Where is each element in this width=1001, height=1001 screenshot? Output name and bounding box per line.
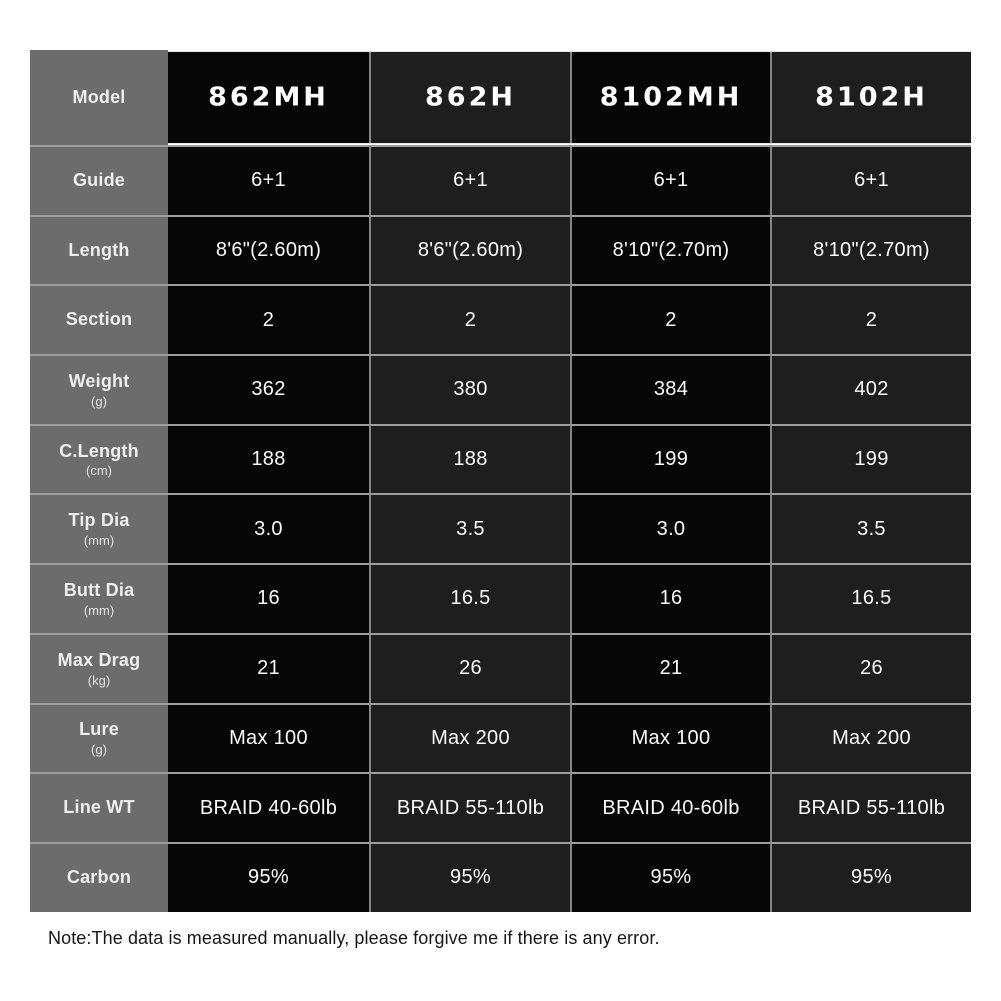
value-cell: Max 100 <box>570 703 770 773</box>
row-label: Lure <box>79 719 119 740</box>
value-cell: 95% <box>570 842 770 912</box>
row-unit-label: (mm) <box>83 602 115 618</box>
row-label: Length <box>68 239 130 260</box>
model-header-cell: 8102H <box>770 52 971 143</box>
value-cell: BRAID 40-60lb <box>570 772 770 842</box>
value-cell: 3.5 <box>770 493 971 563</box>
value-cell: 199 <box>570 424 770 494</box>
value-cell: 380 <box>369 354 570 424</box>
value-cell: 16.5 <box>369 563 570 633</box>
value-cell: 8'6"(2.60m) <box>168 215 369 285</box>
value-cell: 16 <box>168 563 369 633</box>
value-cell: 6+1 <box>168 145 369 215</box>
value-cell: 3.0 <box>570 493 770 563</box>
value-cell: 8'10"(2.70m) <box>570 215 770 285</box>
row-label-cell <box>30 493 168 563</box>
value-cell: 3.5 <box>369 493 570 563</box>
row-unit-label: (cm) <box>86 463 112 479</box>
value-cell: 26 <box>770 633 971 703</box>
value-cell: 384 <box>570 354 770 424</box>
value-cell: 16.5 <box>770 563 971 633</box>
row-label: Section <box>65 309 133 330</box>
row-label: Line WT <box>63 797 135 818</box>
value-cell: 8'6"(2.60m) <box>369 215 570 285</box>
value-cell: 6+1 <box>369 145 570 215</box>
value-cell: BRAID 55-110lb <box>770 772 971 842</box>
row-label: Weight <box>68 371 130 391</box>
row-unit-label: (kg) <box>87 672 111 688</box>
row-label: Butt Dia <box>63 580 135 601</box>
value-cell: 21 <box>570 633 770 703</box>
model-header-cell: 862H <box>369 52 570 143</box>
row-label-cell <box>30 424 168 494</box>
value-cell: 362 <box>168 354 369 424</box>
value-cell: 16 <box>570 563 770 633</box>
value-cell: 188 <box>168 424 369 494</box>
value-cell: 3.0 <box>168 493 369 563</box>
row-label-cell <box>30 842 168 912</box>
row-label-cell <box>30 703 168 773</box>
value-cell: Max 200 <box>770 703 971 773</box>
value-cell: 21 <box>168 633 369 703</box>
row-label: Carbon <box>66 866 132 887</box>
value-cell: 26 <box>369 633 570 703</box>
value-cell: 2 <box>770 284 971 354</box>
value-cell: 6+1 <box>570 145 770 215</box>
value-cell: 2 <box>168 284 369 354</box>
row-unit-label: (mm) <box>83 533 115 549</box>
row-label-cell <box>30 633 168 703</box>
value-cell: 2 <box>369 284 570 354</box>
row-label: Max Drag <box>57 649 141 670</box>
value-cell: 402 <box>770 354 971 424</box>
corner-header-label: Model <box>72 86 126 107</box>
value-cell: BRAID 40-60lb <box>168 772 369 842</box>
value-cell: Max 200 <box>369 703 570 773</box>
value-cell: 8'10"(2.70m) <box>770 215 971 285</box>
row-label: C.Length <box>59 440 139 461</box>
value-cell: BRAID 55-110lb <box>369 772 570 842</box>
row-label: Tip Dia <box>68 510 130 531</box>
row-label-cell <box>30 354 168 424</box>
row-label-cell <box>30 563 168 633</box>
value-cell: 2 <box>570 284 770 354</box>
row-unit-label: (g) <box>91 742 107 758</box>
corner-header-cell <box>30 50 168 145</box>
row-label: Guide <box>72 169 125 190</box>
model-header-cell: 8102MH <box>570 52 770 143</box>
value-cell: 95% <box>770 842 971 912</box>
value-cell: 6+1 <box>770 145 971 215</box>
value-cell: 95% <box>369 842 570 912</box>
model-header-cell: 862MH <box>168 52 369 143</box>
row-unit-label: (g) <box>91 393 107 409</box>
row-label-cell <box>30 145 168 215</box>
value-cell: 199 <box>770 424 971 494</box>
note-text: Note:The data is measured manually, please forgive me if there is any error. <box>48 928 660 948</box>
row-label-cell <box>30 284 168 354</box>
value-cell: 188 <box>369 424 570 494</box>
value-cell: 95% <box>168 842 369 912</box>
row-label-cell <box>30 215 168 285</box>
row-label-cell <box>30 772 168 842</box>
spec-table <box>30 50 971 912</box>
value-cell: Max 100 <box>168 703 369 773</box>
